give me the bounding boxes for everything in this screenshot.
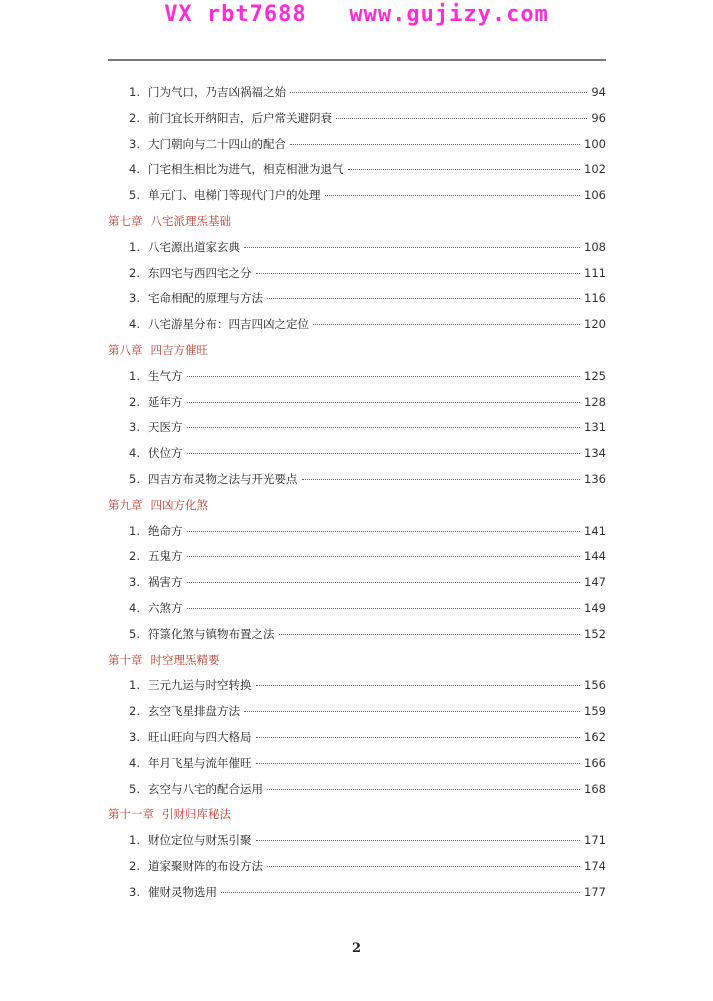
- toc-entry-title: 八宅源出道家玄典: [148, 239, 240, 254]
- toc-entry-number: 2.: [129, 858, 140, 873]
- chapter-title: 时空理炁精要: [150, 652, 220, 667]
- toc-entry-page: 131: [584, 420, 606, 435]
- chapter-title: 四吉方催旺: [150, 342, 208, 357]
- chapter-label: 第十章: [108, 652, 143, 667]
- toc-entry-number: 4.: [129, 317, 140, 332]
- toc-entry-page: 162: [584, 729, 606, 744]
- dot-leader: [313, 324, 580, 325]
- toc-entry-page: 152: [584, 626, 606, 641]
- toc-entry-number: 2.: [129, 549, 140, 564]
- toc-entry: [108, 110, 606, 136]
- toc-entry: [108, 755, 606, 781]
- toc-entry-title: 年月飞星与流年催旺: [148, 755, 252, 770]
- dot-leader: [267, 866, 580, 867]
- toc-entry-title: 大门朝向与二十四山的配合: [148, 136, 286, 151]
- toc-entry-number: 2.: [129, 110, 140, 125]
- toc-entry-page: 106: [584, 188, 606, 203]
- dot-leader: [302, 479, 581, 480]
- dot-leader: [256, 840, 581, 841]
- chapter-title: 八宅派理炁基础: [150, 213, 231, 228]
- dot-leader: [256, 763, 581, 764]
- toc-entry-number: 3.: [129, 729, 140, 744]
- toc-entry: [108, 368, 606, 394]
- toc-entry-page: 94: [591, 85, 606, 99]
- toc-entry: [108, 239, 606, 265]
- toc-entry: [108, 84, 606, 110]
- toc-entry-number: 3.: [129, 575, 140, 590]
- toc-entry: [108, 858, 606, 884]
- toc-entry-number: 5.: [129, 626, 140, 641]
- toc-entry-title: 东四宅与西四宅之分: [148, 265, 252, 280]
- toc-entry-number: 5.: [129, 781, 140, 796]
- toc-entry-page: 177: [584, 884, 606, 899]
- toc-entry-number: 1.: [129, 833, 140, 848]
- toc-entry-title: 符箓化煞与镇物布置之法: [148, 626, 275, 641]
- toc-entry-page: 102: [584, 162, 606, 177]
- toc-entry-title: 四吉方布灵物之法与开光要点: [148, 471, 298, 486]
- dot-leader: [267, 298, 580, 299]
- toc-entry-title: 六煞方: [148, 600, 183, 615]
- toc-entry-number: 4.: [129, 755, 140, 770]
- toc-entry-number: 3.: [129, 420, 140, 435]
- toc-entry-page: 108: [584, 239, 606, 254]
- toc-entry-number: 1.: [129, 85, 140, 99]
- toc-entry-number: 3.: [129, 291, 140, 306]
- chapter-label: 第八章: [108, 342, 143, 357]
- dot-leader: [187, 402, 581, 403]
- toc-entry-page: 147: [584, 575, 606, 590]
- chapter-heading: [108, 342, 606, 368]
- toc-entry-number: 4.: [129, 600, 140, 615]
- toc-entry-number: 5.: [129, 188, 140, 203]
- toc-entry: [108, 419, 606, 445]
- toc-entry-number: 1.: [129, 368, 140, 383]
- dot-leader: [187, 531, 581, 532]
- page-number: 2: [351, 941, 362, 956]
- dot-leader: [267, 789, 580, 790]
- dot-leader: [187, 556, 581, 557]
- toc-entry: [108, 316, 606, 342]
- dot-leader: [290, 92, 587, 93]
- chapter-title: 引财归库秘法: [162, 807, 231, 822]
- toc-entry: [108, 187, 606, 213]
- dot-leader: [221, 892, 580, 893]
- toc-entry-page: 96: [591, 110, 606, 125]
- toc-entry: [108, 290, 606, 316]
- toc-entry: [108, 548, 606, 574]
- toc-entry-page: 166: [584, 755, 606, 770]
- toc-entry-page: 116: [584, 291, 606, 306]
- chapter-label: 第十一章: [108, 807, 154, 822]
- toc-entry-title: 祸害方: [148, 575, 183, 590]
- toc-entry-page: 171: [584, 833, 606, 848]
- toc-entry-number: 4.: [129, 446, 140, 461]
- toc-entry-title: 五鬼方: [148, 549, 183, 564]
- toc-entry-number: 3.: [129, 884, 140, 899]
- dot-leader: [187, 453, 581, 454]
- toc-entry-number: 1.: [129, 678, 140, 693]
- toc-entry: [108, 523, 606, 549]
- chapter-title: 四凶方化煞: [150, 497, 208, 512]
- toc-entry: [108, 574, 606, 600]
- toc-entry-title: 玄空飞星排盘方法: [148, 704, 240, 719]
- chapter-heading: [108, 652, 606, 678]
- toc-entry-title: 宅命相配的原理与方法: [148, 291, 263, 306]
- toc-entry-title: 天医方: [148, 420, 183, 435]
- toc-entry: [108, 265, 606, 291]
- toc-entry-title: 单元门、电梯门等现代门户的处理: [148, 188, 321, 203]
- toc-entry-number: 2.: [129, 265, 140, 280]
- toc-entry-title: 延年方: [148, 394, 183, 409]
- dot-leader: [187, 376, 581, 377]
- chapter-heading: [108, 213, 606, 239]
- dot-leader: [187, 582, 581, 583]
- watermark-text: VX rbt7688 www.gujizy.com: [164, 2, 549, 27]
- toc-entry-number: 2.: [129, 394, 140, 409]
- toc-entry: [108, 626, 606, 652]
- toc-entry: [108, 832, 606, 858]
- toc-entry-title: 门为气口，乃吉凶祸福之始: [148, 85, 286, 99]
- toc-entry: [108, 884, 606, 910]
- chapter-label: 第九章: [108, 497, 143, 512]
- toc-entry: [108, 445, 606, 471]
- chapter-heading: [108, 806, 606, 832]
- toc-entry: [108, 703, 606, 729]
- dot-leader: [279, 634, 581, 635]
- toc-entry-title: 八宅游星分布：四吉四凶之定位: [148, 317, 309, 332]
- toc-entry: [108, 161, 606, 187]
- toc-entry-page: 141: [584, 523, 606, 538]
- toc-entry-title: 前门宜长开纳阳吉，后户常关避阴衰: [148, 110, 332, 125]
- toc-entry-title: 玄空与八宅的配合运用: [148, 781, 263, 796]
- toc-entry-number: 1.: [129, 523, 140, 538]
- toc-entry: [108, 471, 606, 497]
- toc-entry-page: 144: [584, 549, 606, 564]
- toc-entry: [108, 781, 606, 807]
- toc-entry-page: 100: [584, 136, 606, 151]
- toc-entry-title: 财位定位与财炁引聚: [148, 833, 252, 848]
- dot-leader: [348, 169, 581, 170]
- header-rule: [108, 59, 606, 61]
- dot-leader: [187, 427, 581, 428]
- toc-entry: [108, 677, 606, 703]
- dot-leader: [325, 195, 581, 196]
- toc-entry-number: 2.: [129, 704, 140, 719]
- toc-entry-title: 催财灵物选用: [148, 884, 217, 899]
- chapter-label: 第七章: [108, 213, 143, 228]
- toc-entry-page: 159: [584, 704, 606, 719]
- toc-entry: [108, 136, 606, 162]
- dot-leader: [244, 711, 580, 712]
- toc-entry-title: 三元九运与时空转换: [148, 678, 252, 693]
- toc-entry-title: 生气方: [148, 368, 183, 383]
- toc-entry-title: 绝命方: [148, 523, 183, 538]
- toc-entry-page: 111: [584, 265, 606, 280]
- toc-entry-page: 120: [584, 317, 606, 332]
- dot-leader: [256, 685, 581, 686]
- toc-entry-title: 伏位方: [148, 446, 183, 461]
- toc-entry-page: 149: [584, 600, 606, 615]
- toc-entry-page: 134: [584, 446, 606, 461]
- toc-entry-page: 125: [584, 368, 606, 383]
- toc-entry: [108, 729, 606, 755]
- dot-leader: [187, 608, 581, 609]
- dot-leader: [244, 247, 580, 248]
- toc-entry-number: 5.: [129, 471, 140, 486]
- dot-leader: [256, 737, 581, 738]
- toc-entry-title: 道家聚财阵的布设方法: [148, 858, 263, 873]
- toc-entry-page: 156: [584, 678, 606, 693]
- toc-entry-page: 128: [584, 394, 606, 409]
- toc-entry-page: 136: [584, 471, 606, 486]
- toc-entry-number: 1.: [129, 239, 140, 254]
- toc-entry-page: 168: [584, 781, 606, 796]
- toc-entry-number: 4.: [129, 162, 140, 177]
- toc-entry: [108, 394, 606, 420]
- dot-leader: [290, 144, 580, 145]
- dot-leader: [336, 118, 587, 119]
- toc-entry-title: 旺山旺向与四大格局: [148, 729, 252, 744]
- dot-leader: [256, 273, 581, 274]
- toc-entry-title: 门宅相生相比为进气，相克相泄为退气: [148, 162, 344, 177]
- toc-entry: [108, 600, 606, 626]
- toc-entry-number: 3.: [129, 136, 140, 151]
- toc-entry-page: 174: [584, 858, 606, 873]
- table-of-contents: [108, 84, 606, 910]
- chapter-heading: [108, 497, 606, 523]
